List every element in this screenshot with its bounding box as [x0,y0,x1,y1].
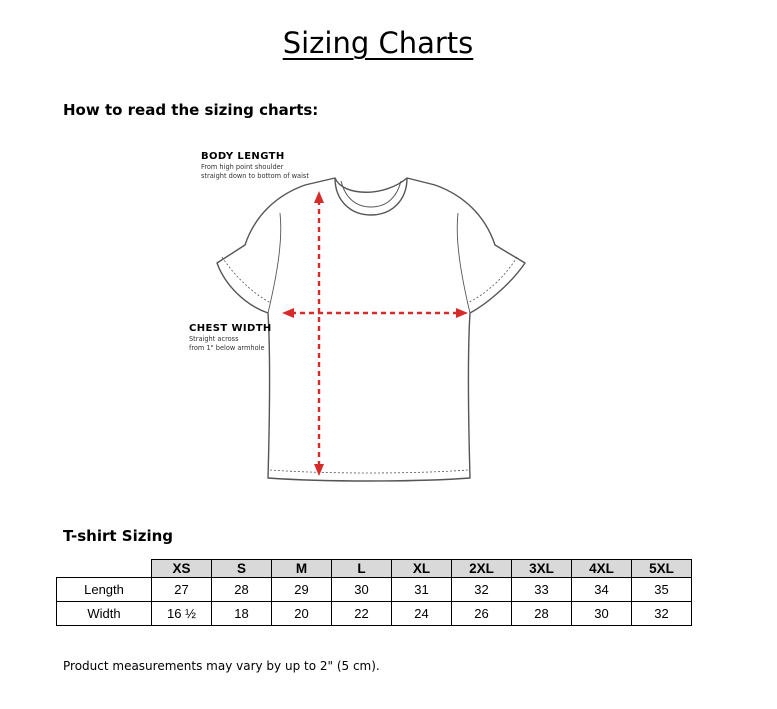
how-to-heading: How to read the sizing charts: [63,101,319,119]
header-corner [57,560,152,578]
table-cell: 34 [572,578,632,602]
table-cell: 24 [392,602,452,626]
chest-width-title: CHEST WIDTH [189,323,272,334]
table-cell: 31 [392,578,452,602]
body-length-desc-2: straight down to bottom of waist [201,172,309,180]
table-cell: 26 [452,602,512,626]
table-cell: 29 [272,578,332,602]
table-cell: 20 [272,602,332,626]
table-cell: 32 [632,602,692,626]
tshirt-diagram [185,145,545,495]
size-header-4xl: 4XL [572,560,632,578]
table-cell: 35 [632,578,692,602]
size-header-l: L [332,560,392,578]
tshirt-sizing-heading: T-shirt Sizing [63,527,174,545]
page-title: Sizing Charts [282,26,474,60]
table-cell: 32 [452,578,512,602]
table-cell: 22 [332,602,392,626]
size-header-s: S [212,560,272,578]
table-cell: 18 [212,602,272,626]
chest-width-desc-1: Straight across [189,335,239,343]
sizing-table [56,559,692,626]
table-cell: 27 [152,578,212,602]
size-header-3xl: 3XL [512,560,572,578]
table-cell: 28 [212,578,272,602]
body-length-desc-1: From high point shoulder [201,163,284,171]
table-cell: 30 [332,578,392,602]
size-header-xs: XS [152,560,212,578]
table-row-length [57,578,692,602]
size-header-xl: XL [392,560,452,578]
measurement-footnote: Product measurements may vary by up to 2" (5 cm). [63,659,380,673]
size-header-row [57,560,692,578]
size-header-5xl: 5XL [632,560,692,578]
body-length-title: BODY LENGTH [201,151,285,162]
row-label-length: Length [57,578,152,602]
table-cell: 33 [512,578,572,602]
table-cell: 16 ½ [152,602,212,626]
size-header-m: M [272,560,332,578]
table-cell: 30 [572,602,632,626]
table-row-width [57,602,692,626]
chest-width-desc-2: from 1" below armhole [189,344,265,352]
table-cell: 28 [512,602,572,626]
size-header-2xl: 2XL [452,560,512,578]
row-label-width: Width [57,602,152,626]
